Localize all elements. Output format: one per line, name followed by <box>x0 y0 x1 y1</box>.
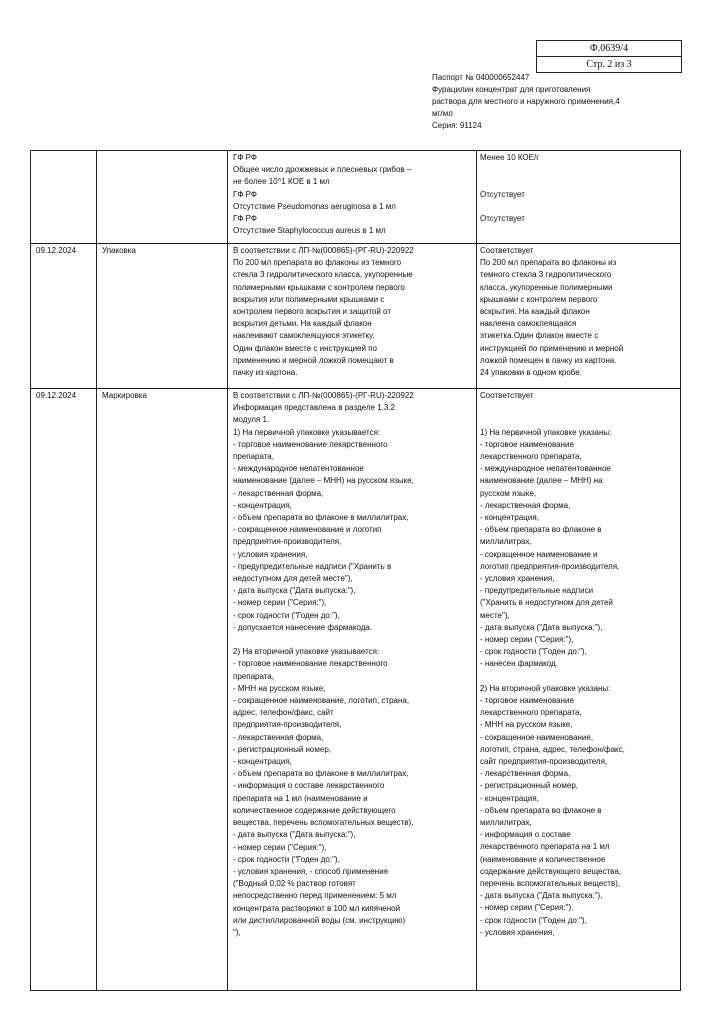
text-line: - сокращенное наименование и <box>480 549 598 559</box>
text-line: класса, укупоренные полимерными <box>480 282 613 292</box>
text-line: наименование (далее – МНН) на <box>480 476 603 486</box>
text-line: ГФ РФ <box>233 153 257 162</box>
text-line: - торговое наименование <box>480 439 574 449</box>
series-number: Серия: 91124 <box>432 121 482 130</box>
indicator-cell: Упаковка <box>97 244 228 389</box>
text-line: предприятия-производителя, <box>233 537 342 547</box>
text-line <box>480 201 675 213</box>
text-line: Соответствует <box>480 246 534 255</box>
form-code: Ф.0639/4 <box>589 43 629 54</box>
text-line <box>480 225 675 237</box>
text-line: - срок годности ("Годен до:"), <box>233 610 340 620</box>
text-line: - дата выпуска ("Дата выпуска:"), <box>233 830 356 840</box>
text-line: ГФ РФ <box>233 214 257 224</box>
text-line: пачку из картона. <box>233 368 298 378</box>
text-line: - дата выпуска ("Дата выпуска:"), <box>480 891 603 901</box>
text-line: По 200 мл препарата во флаконы из <box>480 258 617 268</box>
text-line: количественное содержание действующего <box>233 805 396 815</box>
text-line: логотип предприятия-производителя, <box>480 561 620 571</box>
text-line: содержание действующего вещества, <box>480 866 622 876</box>
result-cell <box>477 151 681 244</box>
table-row <box>31 151 681 244</box>
text-line: ("Хранить в недоступном для детей <box>480 598 613 608</box>
text-line: - торговое наименование лекарственного <box>233 439 388 449</box>
text-line: стекла 3 гидролитического класса, укупоренные <box>233 270 413 280</box>
text-line: - международное непатентованное <box>480 464 611 474</box>
text-line: - объем препарата во флаконе в <box>480 805 602 815</box>
text-line: - срок годности ("Годен до:"), <box>480 647 587 657</box>
text-line: лекарственного препарата на 1 мл <box>480 842 610 852</box>
text-line: 1) На первичной упаковке указаны: <box>480 427 612 437</box>
text-line: этикетка.Один флакон вместе с <box>480 331 599 341</box>
text-line: сайт предприятия-производителя, <box>480 757 608 767</box>
text-line: Соответствует <box>480 391 534 400</box>
text-line: - срок годности ("Годен до:"), <box>233 854 340 864</box>
text-line: - сокращенное наименование и логотип <box>233 525 382 535</box>
text-line: ("Водный 0,02 % раствор готовят <box>233 879 356 889</box>
text-line: ГФ РФ <box>233 189 257 199</box>
text-line: "), <box>233 927 241 937</box>
text-line: В соответствии с ЛП-№(000865)-(РГ-RU)-220922 <box>233 246 414 255</box>
date-cell <box>31 151 97 244</box>
text-line: - объем препарата во флаконе в <box>480 525 602 535</box>
text-line: - сокращенное наименование, <box>480 732 594 742</box>
text-line: - концентрация, <box>480 513 539 522</box>
text-line: вскрытия. На каждый флакон <box>480 307 590 317</box>
text-line: - нанесен фармакод. <box>480 659 558 669</box>
text-line: - сокращенное наименование, логотип, страна, <box>233 696 410 706</box>
table-row <box>31 244 681 389</box>
text-line: 2) На вторичной упаковке указывается: <box>233 647 380 657</box>
text-line: предприятия-производителя, <box>233 720 342 730</box>
text-line: полимерными крышками с контролем первого <box>233 282 405 292</box>
text-line: инструкцией по применению и мерной <box>480 343 624 353</box>
text-line: Информация представлена в разделе 1.3.2 <box>233 403 395 413</box>
text-line: применению и мерной ложкой помещают в <box>233 355 394 365</box>
text-line <box>480 402 675 414</box>
passport-header <box>432 72 672 132</box>
requirement-cell <box>228 244 477 389</box>
text-line <box>480 164 675 176</box>
requirement-cell <box>228 389 477 991</box>
text-line: Один флакон вместе с инструкцией по <box>233 343 377 353</box>
text-line: 1) На первичной упаковке указывается: <box>233 427 381 437</box>
text-line: - предупредительные надписи ("Хранить в <box>233 561 392 571</box>
text-line: - международное непатентованное <box>233 464 364 474</box>
text-line: Общее число дрожжевых и плесневых грибов – <box>233 165 412 175</box>
text-line: крышками с контролем первого <box>480 294 598 304</box>
page-number: Стр. 2 из 3 <box>537 56 681 72</box>
text-line: лекарственного препарата, <box>480 451 582 461</box>
text-line: адрес, телефон/факс, сайт <box>233 708 334 718</box>
text-line: Отсутствие Pseudomonas aeruginosa в 1 мл <box>233 201 396 211</box>
passport-number: Паспорт № 040000652447 <box>432 73 530 82</box>
text-line: - концентрация, <box>480 793 539 803</box>
text-line: - допускается нанесение фармакода. <box>233 622 373 632</box>
text-line: - лекарственная форма, <box>233 732 324 742</box>
text-line: - регистрационный номер, <box>233 744 331 754</box>
indicator-cell: Маркировка <box>97 389 228 991</box>
text-line: перечень вспомогательных веществ), <box>480 879 621 889</box>
text-line: или дистиллированной воды (см. инструкцию) <box>233 915 406 925</box>
text-line: - номер серии ("Серия:"), <box>233 842 327 852</box>
text-line: (наименование и количественное <box>480 854 606 864</box>
text-line: ложкой помещен в пачку из картона. <box>480 355 617 365</box>
text-line: - условия хранения, <box>480 574 555 584</box>
text-line: препарата, <box>233 671 274 681</box>
text-line <box>480 176 675 188</box>
text-line: - МНН на русском языке, <box>233 683 326 693</box>
text-line: - лекарственная форма, <box>480 500 571 510</box>
text-line: - концентрация, <box>233 500 292 510</box>
text-line: миллилитрах, <box>480 537 532 547</box>
text-line: - объем препарата во флаконе в миллилитрах, <box>233 513 409 523</box>
text-line: - торговое наименование лекарственного <box>233 659 388 669</box>
text-line: - дата выпуска ("Дата выпуска:"), <box>480 622 603 632</box>
text-line: 2) На вторичной упаковке указаны: <box>480 683 611 693</box>
text-line: концентрата растворяют в 100 мл кипяченой <box>233 903 401 913</box>
text-line: - номер серии ("Серия:"), <box>480 903 574 913</box>
product-name-line: раствора для местного и наружного применения,4 <box>432 97 620 106</box>
quality-table <box>30 150 681 991</box>
form-code-box <box>536 40 682 73</box>
product-name-line: Фурацилин концентрат для приготовления <box>432 85 591 94</box>
text-line: недоступном для детей месте"), <box>233 574 353 584</box>
text-line: - условия хранения, <box>233 549 308 559</box>
text-line: - МНН на русском языке, <box>480 720 573 730</box>
text-line: - объем препарата во флаконе в миллилитрах, <box>233 769 409 779</box>
text-line: препарата на 1 мл (наименование и <box>233 793 368 803</box>
text-line: непосредственно перед применением: 5 мл <box>233 891 397 901</box>
text-line <box>480 414 675 426</box>
text-line: - лекарственная форма, <box>233 488 324 498</box>
text-line: - концентрация, <box>233 757 292 767</box>
text-line: - срок годности ("Годен до:"), <box>480 915 587 925</box>
text-line: - информация о составе лекарственного <box>233 781 385 791</box>
text-line: - предупредительные надписи <box>480 586 594 596</box>
requirement-cell <box>228 151 477 244</box>
text-line: По 200 мл препарата во флаконы из темного <box>233 258 402 268</box>
table-row <box>31 389 681 991</box>
text-line: наименование (далее – МНН) на русском языке, <box>233 476 414 486</box>
date-cell: 09.12.2024 <box>31 389 97 991</box>
text-line: не более 10^1 КОЕ в 1 мл <box>233 177 330 187</box>
text-line: препарата, <box>233 452 274 462</box>
text-line: - торговое наименование <box>480 696 574 706</box>
text-line: 24 упаковки в одном кробе. <box>480 368 582 378</box>
text-line <box>233 634 471 646</box>
product-name-line: мг/мл <box>432 109 453 118</box>
text-line: - дата выпуска ("Дата выпуска:"), <box>233 586 356 596</box>
text-line: логотип, страна, адрес, телефон/факс, <box>480 744 625 754</box>
text-line: - лекарственная форма, <box>480 769 571 779</box>
indicator-cell <box>97 151 228 244</box>
text-line: Отсутствие Staphylococcus aureus в 1 мл <box>233 226 386 236</box>
text-line: вещества, перечень вспомогательных веществ), <box>233 818 414 828</box>
text-line: - информация о составе <box>480 830 571 840</box>
text-line: наклеивают самоклеящуюся этикетку. <box>233 331 375 341</box>
text-line: Отсутствует <box>480 189 525 199</box>
text-line: вскрытия или полимерными крышками с <box>233 294 385 304</box>
text-line: - условия хранения, <box>480 927 555 937</box>
date-cell: 09.12.2024 <box>31 244 97 389</box>
text-line: - регистрационный номер, <box>480 781 578 791</box>
text-line <box>480 671 675 683</box>
text-line: Менее 10 КОЕ/г <box>480 153 540 162</box>
text-line: вскрытия детьми. На каждый флакон <box>233 319 372 329</box>
text-line: В соответствии с ЛП-№(000865)-(РГ-RU)-220922 <box>233 391 414 400</box>
text-line: лекарственного препарата, <box>480 708 582 718</box>
text-line: месте"), <box>480 610 510 620</box>
text-line: Отсутствует <box>480 213 525 223</box>
text-line: - условия хранения, - способ применения <box>233 866 389 876</box>
text-line: наклеена самоклеящаяся <box>480 319 577 329</box>
text-line: русском языке, <box>480 488 537 498</box>
text-line: - номер серии ("Серия:"), <box>480 635 574 645</box>
result-cell <box>477 389 681 991</box>
text-line: темного стекла 3 гидролитического <box>480 270 612 280</box>
text-line: модуля 1. <box>233 415 270 425</box>
result-cell <box>477 244 681 389</box>
text-line: миллилитрах, <box>480 818 532 828</box>
text-line: - номер серии ("Серия:"), <box>233 598 327 608</box>
text-line: контролем первого вскрытия и защитой от <box>233 307 391 317</box>
